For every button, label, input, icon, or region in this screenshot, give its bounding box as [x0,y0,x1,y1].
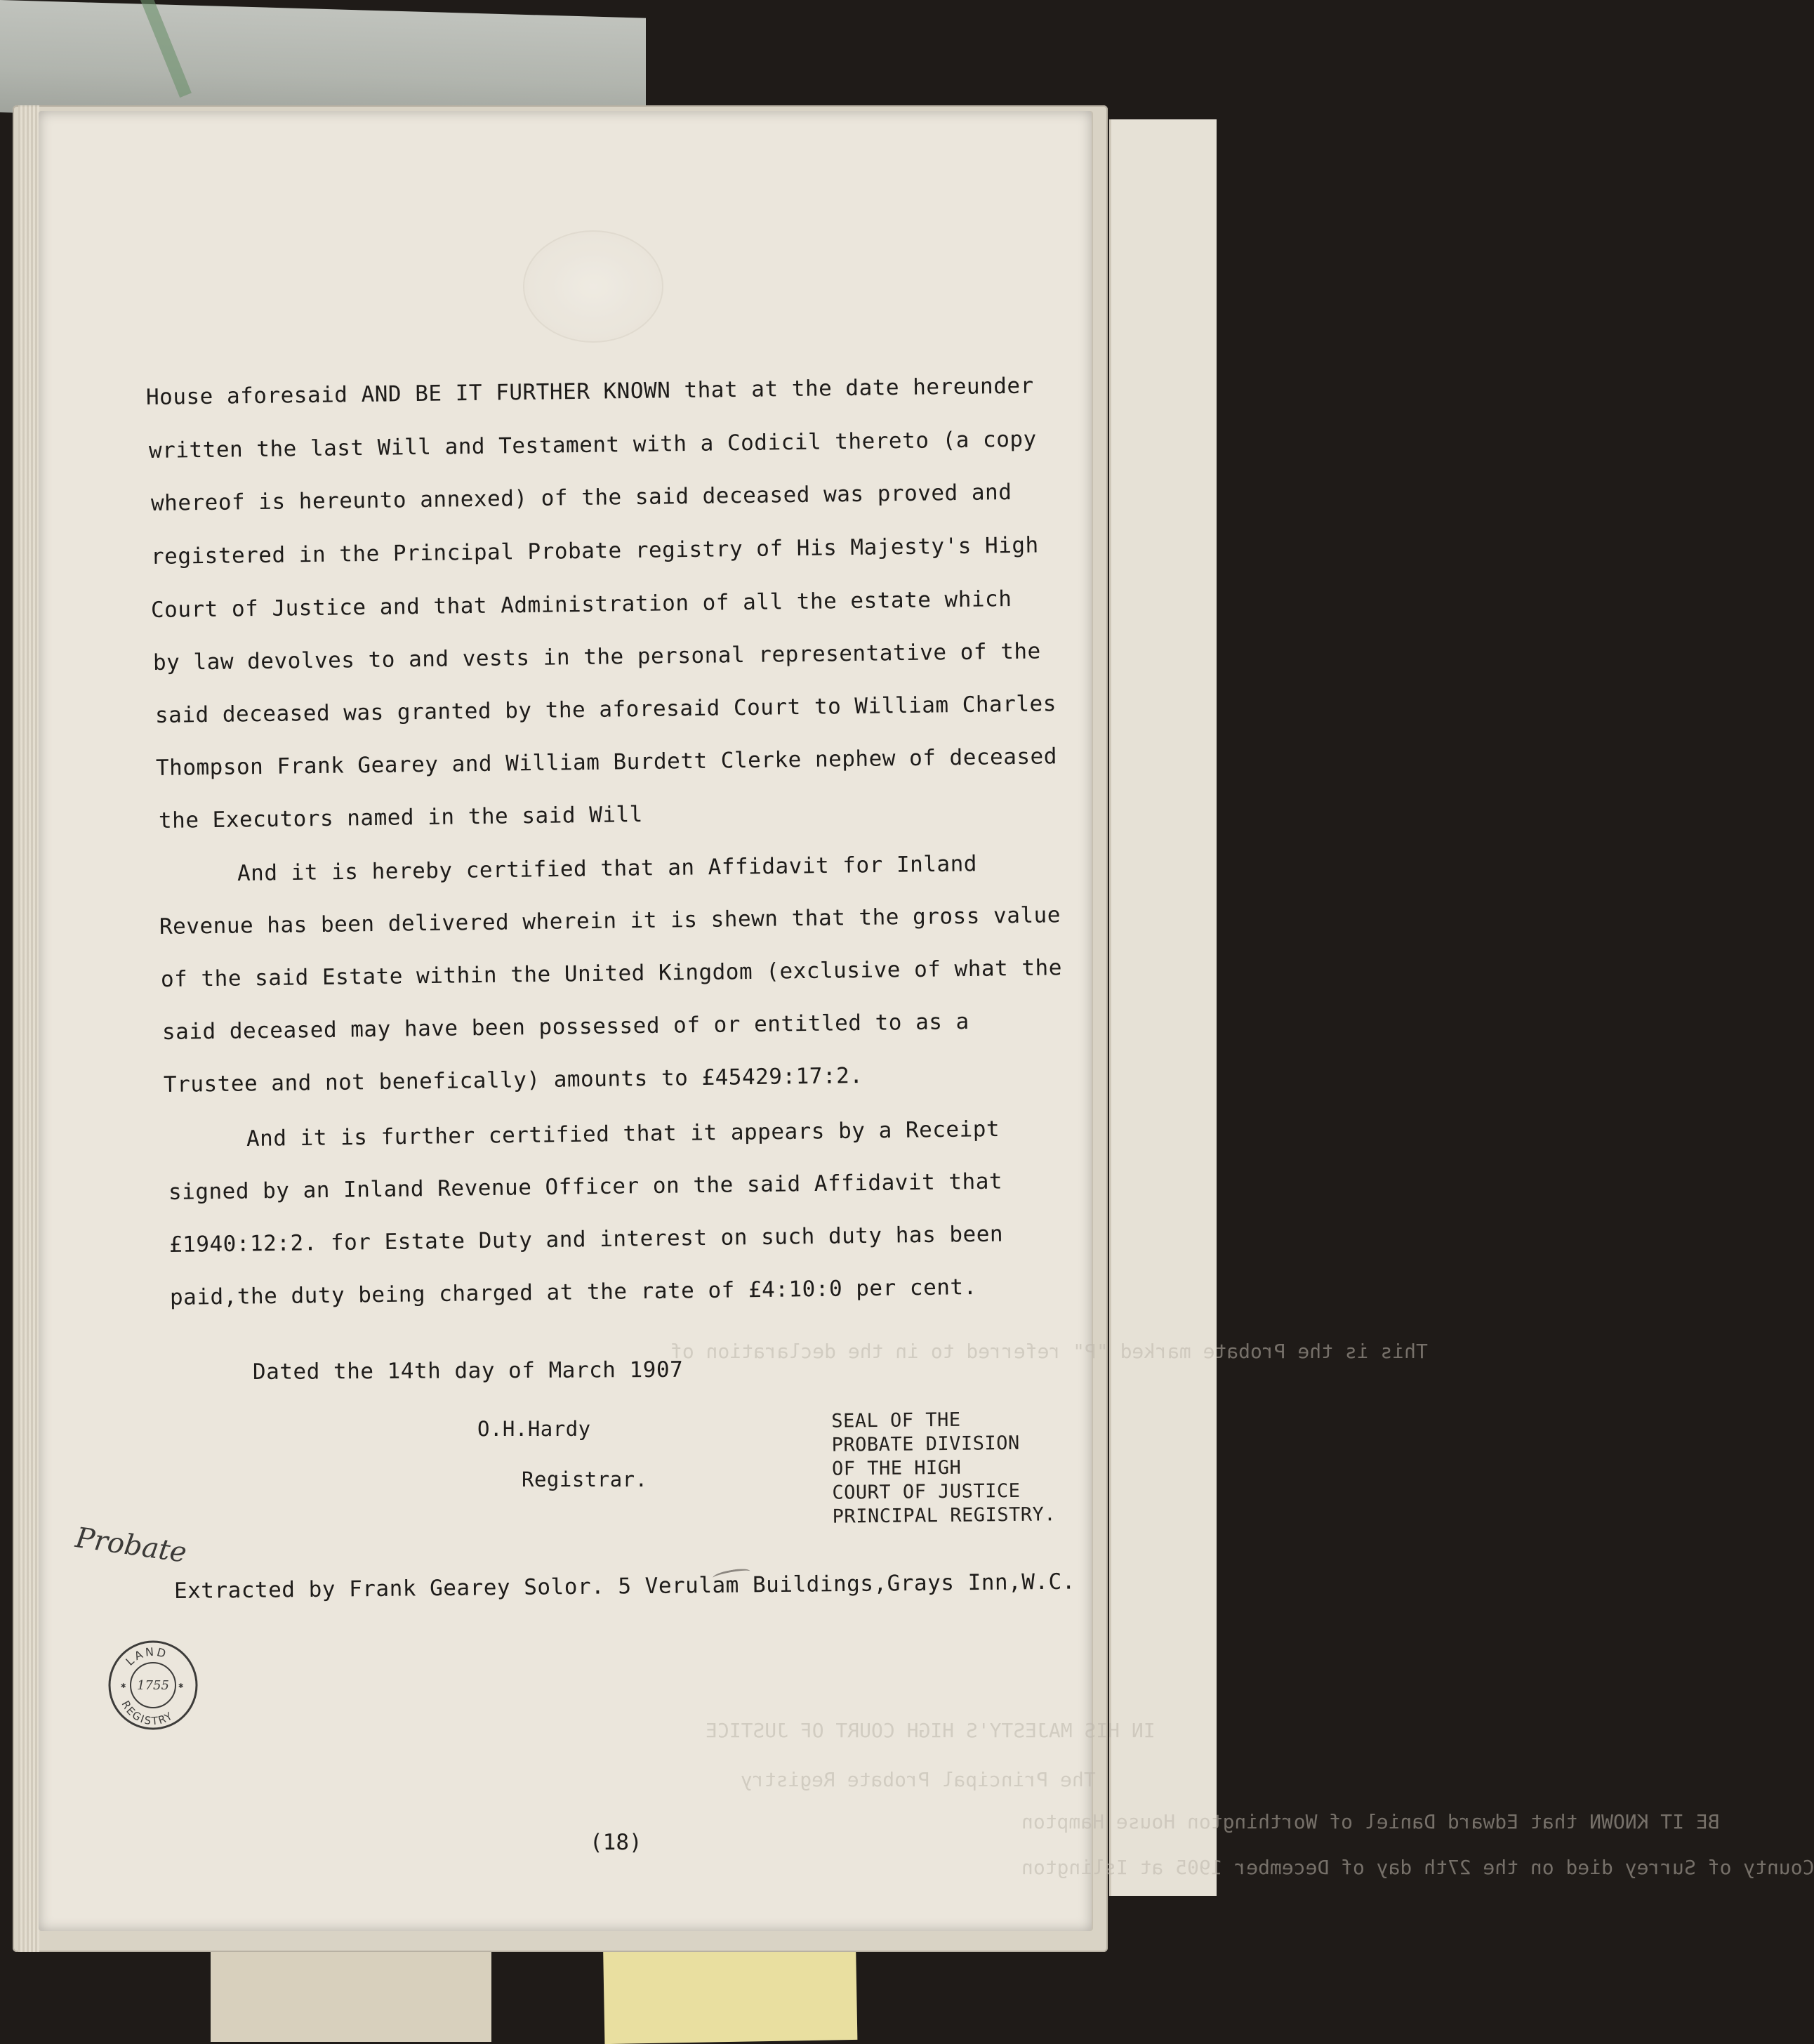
seal-line: SEAL OF THE [831,1409,961,1432]
seal-line: PRINCIPAL REGISTRY. [832,1503,1057,1528]
body-line: And it is hereby certified that an Affidavit for Inland [237,851,978,886]
page-number: (18) [590,1830,642,1855]
body-line: said deceased was granted by the aforesaid Court to William Charles [154,691,1057,728]
body-line: signed by an Inland Revenue Officer on the said Affidavit that [168,1168,1003,1205]
body-line: Revenue has been delivered wherein it is shewn that the gross value [159,902,1061,939]
bleed-through-text: BE IT KNOWN that Edward Daniel of Worthington House Hampton [1021,1810,1720,1833]
body-line: And it is further certified that it appears by a Receipt [246,1116,1000,1152]
adjacent-page-edge [1109,119,1217,1896]
bleed-through-text: This is the Probate marked "P" referred to in the declaration of [670,1340,1428,1363]
body-line: whereof is hereunto annexed) of the said deceased was proved and [150,479,1012,516]
body-line: House aforesaid AND BE IT FURTHER KNOWN that at the date hereunder [145,373,1034,410]
registrar-title: Registrar. [522,1468,648,1491]
body-line: the Executors named in the said Will [158,801,644,833]
paper-tab [211,1938,491,2042]
margin-handwritten-note: Probate [73,1522,189,1569]
body-line: said deceased may have been possessed of or entitled to as a [161,1008,969,1045]
seal-line: COURT OF JUSTICE [832,1479,1021,1504]
land-registry-stamp [104,1636,202,1734]
body-line: Court of Justice and that Administration of all the estate which [150,586,1012,623]
stamp-star-icon: ✱ [121,1680,126,1690]
seal-line: OF THE HIGH [831,1456,962,1480]
stamp-center-text: 1755 [137,1678,169,1693]
registrar-name: O.H.Hardy [477,1417,591,1441]
embossed-royal-seal [523,230,663,343]
body-line: written the last Will and Testament with a Codicil thereto (a copy [148,426,1037,463]
body-line: paid,the duty being charged at the rate of £4:10:0 per cent. [169,1274,977,1310]
body-line: £1940:12:2. for Estate Duty and interest on such duty has been [168,1221,1004,1258]
seal-caption [831,1407,1056,1529]
body-line: of the said Estate within the United Kingdom (exclusive of what the [160,955,1063,992]
stamp-top-text: LAND [123,1644,170,1668]
body-line: registered in the Principal Probate registry of His Majesty's High [150,532,1039,569]
seal-line: PROBATE DIVISION [831,1432,1020,1456]
body-line: Thompson Frank Gearey and William Burdett Clerke nephew of deceased [155,744,1058,781]
bleed-through-text: IN HIS MAJESTY'S HIGH COURT OF JUSTICE [706,1719,1156,1742]
bleed-through-text: County of Surrey died on the 27th day of December 1905 at Islington [1021,1856,1814,1879]
stamp-star-icon: ✱ [178,1680,184,1690]
stamp-bottom-text: REGISTRY [119,1699,176,1728]
body-line: Trustee and not benefically) amounts to £45429:17:2. [163,1062,863,1097]
dated-line: Dated the 14th day of March 1907 [252,1357,684,1385]
body-line: by law devolves to and vests in the personal representative of the [152,638,1041,675]
extracted-by-line: Extracted by Frank Gearey Solor. 5 Verulam Buildings,Grays Inn,W.C. [173,1569,1076,1604]
bleed-through-text: The Principal Probate Registry [741,1768,1096,1791]
document-page [39,111,1814,1931]
